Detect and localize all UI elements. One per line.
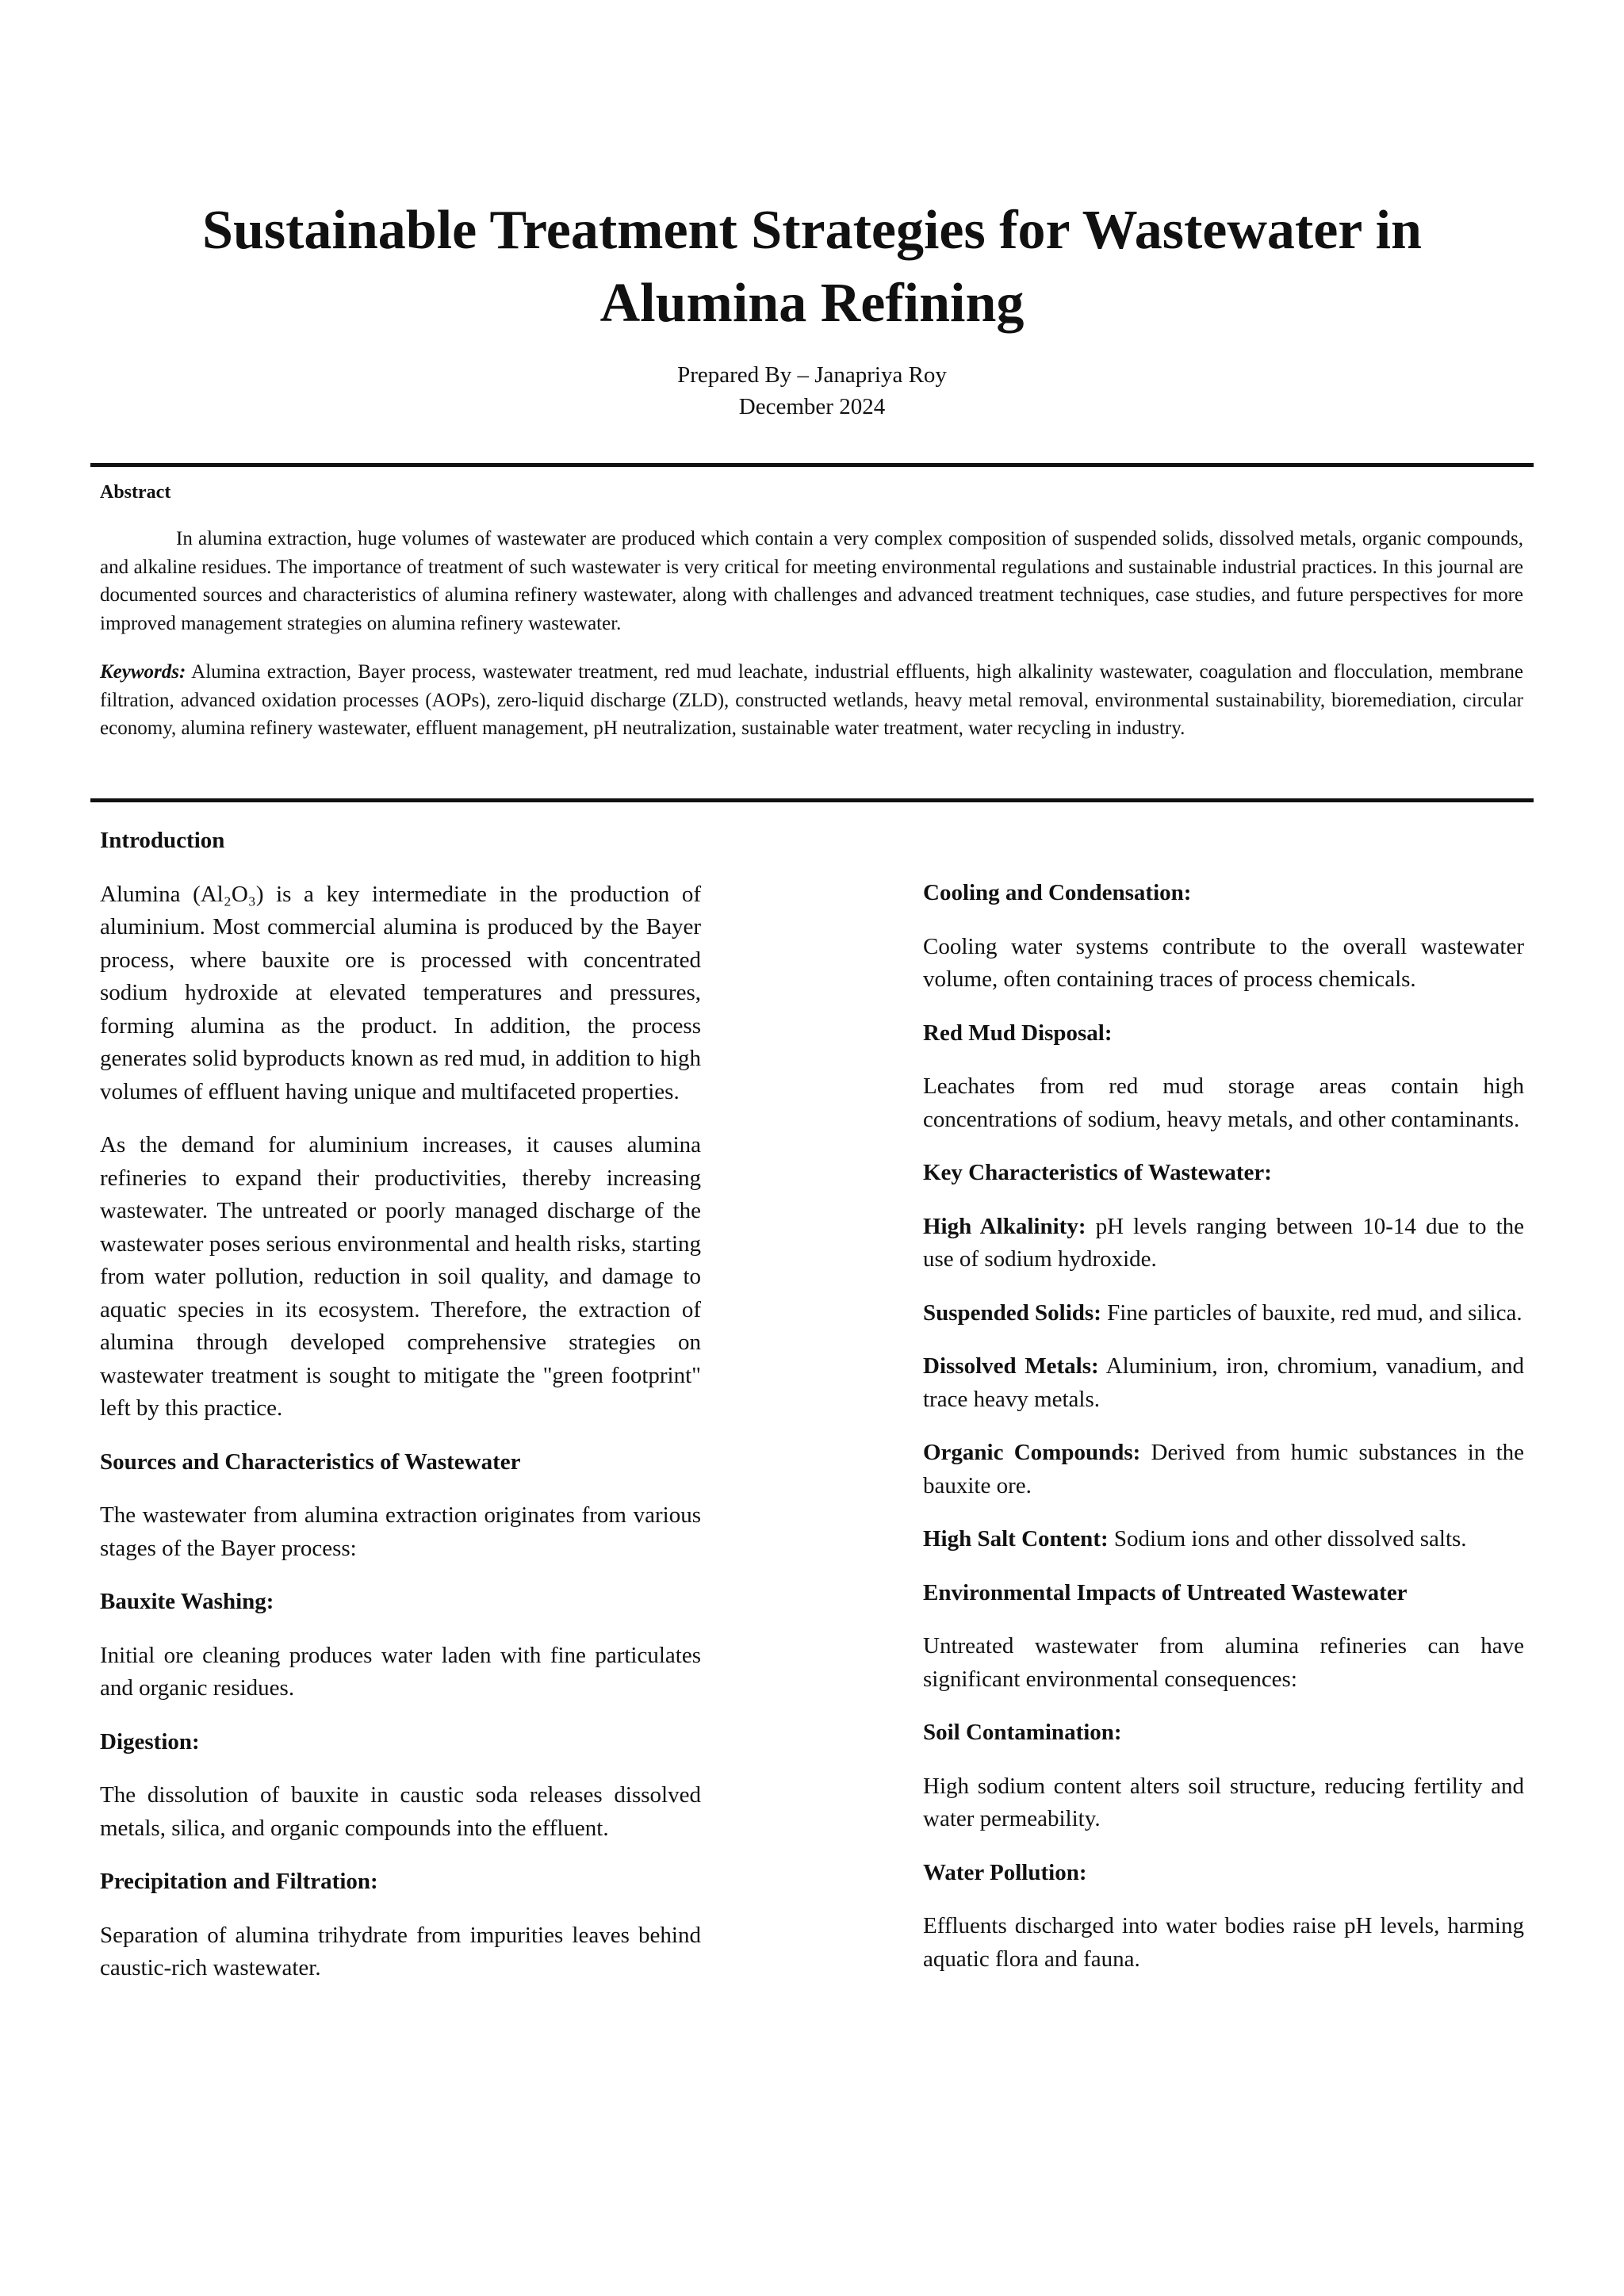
left-column <box>100 825 701 2006</box>
byline <box>119 359 1505 423</box>
dissolved-metals-text: Aluminium, iron, chromium, vanadium, and trace heavy metals. <box>923 1353 1525 1412</box>
organic-compounds-label: Organic Compounds: <box>923 1440 1141 1465</box>
suspended-solids-item <box>923 1297 1524 1330</box>
keywords-text: Alumina extraction, Bayer process, wastewater treatment, red mud leachate, industrial effluents, high alkalinity wastewater, coagulation and flocculation, membrane filtration, advanced oxidation processes (AOPs), zero-liquid discharge (ZLD), constructed wetlands, heavy metal removal, environmental sustainability, bioremediation, circular economy, alumina refinery wastewater, effluent management, pH neutralization, sustainable water treatment, water recycling in industry. <box>100 661 1523 739</box>
environmental-impacts-heading: Environmental Impacts of Untreated Wastewater <box>923 1579 1408 1605</box>
precipitation-paragraph: Separation of alumina trihydrate from impurities leaves behind caustic-rich wastewater. <box>100 1922 701 1980</box>
red-mud-heading: Red Mud Disposal: <box>923 1020 1113 1046</box>
water-pollution-paragraph: Effluents discharged into water bodies raise pH levels, harming aquatic flora and fauna. <box>923 1913 1524 1972</box>
sources-paragraph: The wastewater from alumina extraction originates from various stages of the Bayer process: <box>100 1502 701 1561</box>
dissolved-metals-label: Dissolved Metals: <box>923 1353 1099 1379</box>
introduction-paragraph-1: Alumina (Al₂O₃) is a key intermediate in the production of aluminium. Most commercial alumina is produced by the Bayer process, where bauxite ore is processed with concentrated sodium hydroxide at elevated temperatures and pressures, forming alumina as the product. In addition, the process generates solid byproducts known as red mud, in addition to high volumes of effluent having unique and multifaceted properties. <box>100 881 701 1104</box>
digestion-paragraph: The dissolution of bauxite in caustic soda releases dissolved metals, silica, and organic compounds into the effluent. <box>100 1782 701 1841</box>
alkalinity-text: pH levels ranging between 10-14 due to the use of sodium hydroxide. <box>923 1213 1524 1272</box>
organic-compounds-text: Derived from humic substances in the bauxite ore. <box>923 1440 1525 1498</box>
water-pollution-heading: Water Pollution: <box>923 1859 1087 1885</box>
cooling-paragraph: Cooling water systems contribute to the overall wastewater volume, often containing traces of process chemicals. <box>923 933 1524 992</box>
sources-heading: Sources and Characteristics of Wastewater <box>100 1448 521 1475</box>
dissolved-metals-item <box>923 1350 1524 1416</box>
soil-contamination-heading: Soil Contamination: <box>923 1720 1122 1745</box>
introduction-paragraph-2: As the demand for aluminium increases, it causes alumina refineries to expand their productivities, thereby increasing wastewater. The untreated or poorly managed discharge of the wastewater poses serious environmental and health risks, starting from water pollution, reduction in soil quality, and damage to aquatic species in its ecosystem. Therefore, the extraction of alumina through developed comprehensive strategies on wastewater treatment is sought to mitigate the "green footprint" left by this practice. <box>100 1132 701 1421</box>
alkalinity-label: High Alkalinity: <box>923 1213 1086 1239</box>
right-column <box>923 877 1524 1996</box>
author-line: Prepared By – Janapriya Roy <box>677 362 947 388</box>
salt-content-text: Sodium ions and other dissolved salts. <box>1108 1526 1467 1552</box>
introduction-heading: Introduction <box>100 828 225 853</box>
cooling-heading: Cooling and Condensation: <box>923 880 1192 905</box>
digestion-heading: Digestion: <box>100 1728 200 1755</box>
abstract-section <box>100 479 1523 743</box>
suspended-solids-text: Fine particles of bauxite, red mud, and silica. <box>1101 1299 1522 1326</box>
keywords-label: Keywords: <box>100 661 186 683</box>
soil-contamination-paragraph: High sodium content alters soil structure, reducing fertility and water permeability. <box>923 1773 1524 1831</box>
salt-content-item <box>923 1523 1524 1556</box>
alkalinity-item <box>923 1211 1524 1276</box>
top-divider <box>90 463 1534 467</box>
abstract-text: In alumina extraction, huge volumes of wastewater are produced which contain a very complex composition of suspended solids, dissolved metals, organic compounds, and alkaline residues. The importance of treatment of such wastewater is very critical for meeting environmental regulations and sustainable industrial practices. In this journal are documented sources and characteristics of alumina refinery wastewater, along with challenges and advanced treatment techniques, case studies, and future perspectives for more improved management strategies on alumina refinery wastewater. <box>100 528 1523 634</box>
bottom-divider <box>90 798 1534 802</box>
organic-compounds-item <box>923 1437 1524 1502</box>
abstract-heading: Abstract <box>100 482 171 503</box>
date-line: December 2024 <box>738 394 886 419</box>
bauxite-washing-heading: Bauxite Washing: <box>100 1589 274 1614</box>
precipitation-heading: Precipitation and Filtration: <box>100 1869 378 1894</box>
bauxite-washing-paragraph: Initial ore cleaning produces water laden with fine particulates and organic residues. <box>100 1642 701 1701</box>
environmental-impacts-paragraph: Untreated wastewater from alumina refineries can have significant environmental consequences: <box>923 1633 1524 1692</box>
key-characteristics-heading: Key Characteristics of Wastewater: <box>923 1160 1272 1185</box>
red-mud-paragraph: Leachates from red mud storage areas contain high concentrations of sodium, heavy metals, and other contaminants. <box>923 1073 1524 1132</box>
salt-content-label: High Salt Content: <box>923 1526 1109 1552</box>
keywords-paragraph <box>100 658 1523 743</box>
suspended-solids-label: Suspended Solids: <box>923 1299 1101 1326</box>
document-title: Sustainable Treatment Strategies for Wastewater in Alumina Refining <box>202 200 1422 334</box>
